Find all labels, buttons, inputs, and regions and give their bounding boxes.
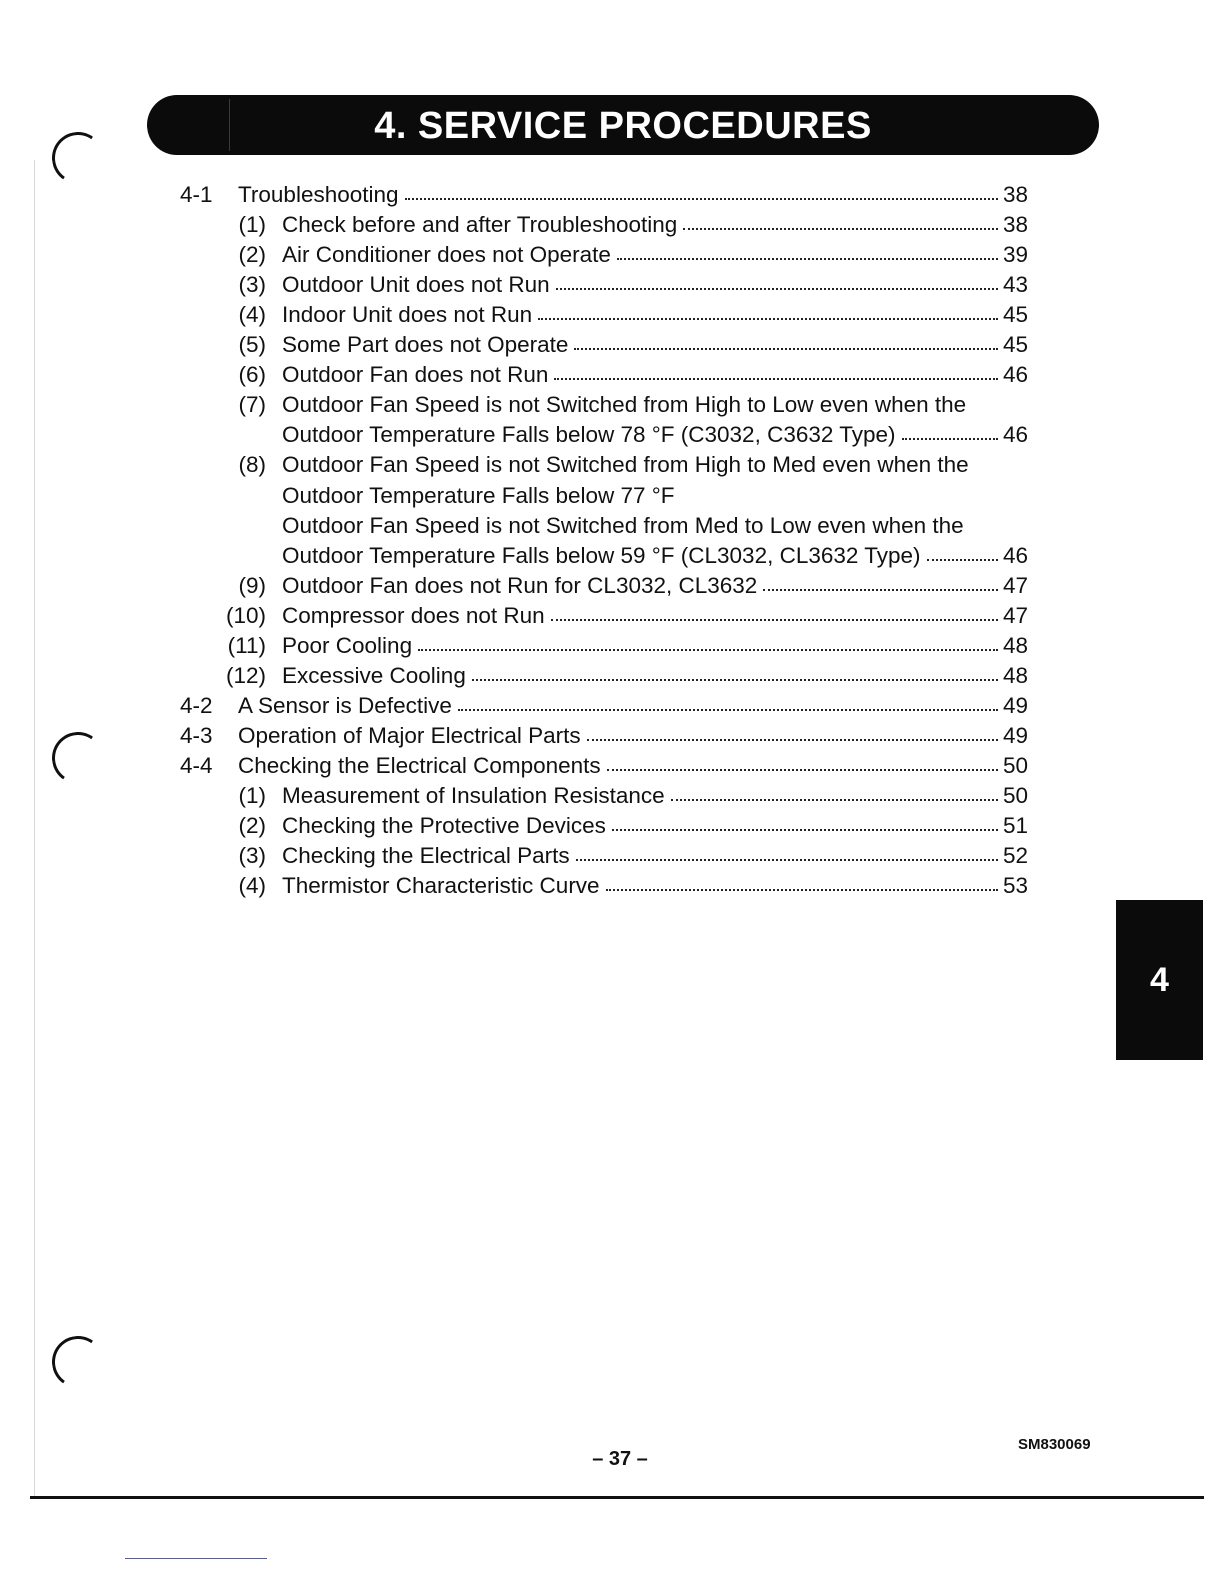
toc-leader-dots: [587, 739, 998, 741]
toc-page-number: 48: [1002, 632, 1028, 658]
toc-section-4-1: [238, 180, 1028, 210]
footer-rule: [30, 1496, 1204, 1499]
toc-item-number: (1): [238, 783, 266, 808]
toc-entry-label: Outdoor Fan Speed is not Switched from High to Low even when the: [282, 392, 967, 418]
toc-item-number: (2): [238, 242, 266, 268]
toc-entry-label: Troubleshooting: [238, 182, 399, 207]
toc-entry-label: Outdoor Fan does not Run: [282, 362, 549, 388]
toc-item-number: (3): [238, 272, 266, 298]
toc-leader-dots: [551, 619, 998, 621]
toc-section-number: 4-4: [180, 752, 213, 778]
toc-page-number: 50: [1002, 783, 1028, 808]
toc-leader-dots: [405, 198, 998, 200]
toc-item-number: (10): [225, 602, 266, 628]
toc-entry-label: Outdoor Fan Speed is not Switched from Med to Low even when the: [282, 512, 964, 538]
toc-item: [282, 360, 1028, 390]
toc-item-number: (8): [238, 452, 266, 478]
toc-item: [282, 841, 1028, 871]
toc-page-number: 52: [1002, 843, 1028, 869]
toc-page-number: 45: [1002, 332, 1028, 358]
toc-leader-dots: [418, 649, 998, 651]
toc-item-number: (3): [238, 843, 266, 869]
toc-item-number: (9): [238, 572, 266, 598]
toc-section-4-3: [238, 721, 1028, 751]
toc-leader-dots: [902, 438, 999, 440]
toc-page-number: 45: [1002, 302, 1028, 328]
toc-section-number: 4-2: [180, 692, 213, 718]
toc-item-line: [282, 481, 1028, 511]
toc-item-line: [282, 541, 1028, 571]
toc-item-line: [282, 511, 1028, 541]
toc-item-number: (1): [238, 212, 266, 238]
toc-item: [282, 571, 1028, 601]
page-title: 4. SERVICE PROCEDURES: [374, 105, 872, 147]
binder-hole-middle: [48, 728, 108, 788]
toc-leader-dots: [607, 769, 998, 771]
toc-item: [282, 240, 1028, 270]
toc-entry-label: Compressor does not Run: [282, 602, 545, 628]
toc-page-number: 43: [1002, 272, 1028, 298]
toc-section-number: 4-3: [180, 722, 213, 748]
toc-leader-dots: [556, 288, 998, 290]
toc-item-number: (4): [238, 873, 266, 899]
toc-leader-dots: [612, 829, 998, 831]
toc-item: [282, 871, 1028, 901]
toc-entry-label: Checking the Protective Devices: [282, 813, 606, 839]
toc-item: [282, 210, 1028, 240]
toc-item: [282, 661, 1028, 691]
toc-entry-label: Check before and after Troubleshooting: [282, 212, 678, 238]
toc-page-number: 47: [1002, 572, 1028, 598]
toc-leader-dots: [606, 889, 998, 891]
toc-entry-label: Outdoor Temperature Falls below 78 °F (C3032, C3632 Type): [282, 422, 896, 448]
toc-leader-dots: [927, 559, 998, 561]
toc-item-number: (7): [238, 392, 266, 418]
binder-hole-top: [48, 128, 108, 188]
toc-item-number: (12): [225, 662, 266, 688]
toc-page-number: 49: [1002, 722, 1028, 748]
document-code: SM830069: [1018, 1436, 1091, 1453]
toc-item: [282, 781, 1028, 811]
toc-page-number: 46: [1002, 362, 1028, 388]
toc-entry-label: Checking the Electrical Components: [238, 752, 601, 778]
toc-item-number: (2): [238, 813, 266, 839]
toc-entry-label: Outdoor Fan Speed is not Switched from High to Med even when the: [282, 452, 969, 478]
toc-leader-dots: [763, 589, 998, 591]
chapter-tab: 4: [1116, 900, 1203, 1060]
toc-entry-label: Operation of Major Electrical Parts: [238, 722, 581, 748]
toc-entry-label: Outdoor Unit does not Run: [282, 272, 550, 298]
toc-item-number: (5): [238, 332, 266, 358]
toc-entry-label: Outdoor Fan does not Run for CL3032, CL3632: [282, 572, 758, 598]
toc-entry-label: Outdoor Temperature Falls below 77 °F: [282, 482, 675, 508]
toc-item: [282, 601, 1028, 631]
toc-section-4-4: [238, 751, 1028, 781]
toc-page-number: 38: [1002, 212, 1028, 238]
toc-item: [282, 330, 1028, 360]
toc-page-number: 51: [1002, 813, 1028, 839]
toc-item-line: [282, 450, 1028, 480]
toc-item-number: (6): [238, 362, 266, 388]
toc-entry-label: Indoor Unit does not Run: [282, 302, 533, 328]
toc-leader-dots: [538, 318, 998, 320]
toc-leader-dots: [617, 258, 998, 260]
toc-leader-dots: [683, 228, 998, 230]
toc-page-number: 53: [1002, 873, 1028, 899]
toc-leader-dots: [671, 799, 998, 801]
toc-entry-label: Some Part does not Operate: [282, 332, 569, 358]
toc-item: [282, 631, 1028, 661]
toc-leader-dots: [554, 378, 998, 380]
toc-page-number: 46: [1002, 422, 1028, 448]
toc-item: [282, 300, 1028, 330]
toc-leader-dots: [576, 859, 998, 861]
toc-section-number: 4-1: [180, 182, 213, 207]
toc-leader-dots: [472, 679, 998, 681]
toc-page-number: 50: [1002, 752, 1028, 778]
toc-entry-label: Measurement of Insulation Resistance: [282, 783, 665, 808]
toc-entry-label: Excessive Cooling: [282, 662, 466, 688]
toc-page-number: 47: [1002, 602, 1028, 628]
toc-item-number: (11): [227, 632, 266, 658]
toc-item: [282, 270, 1028, 300]
page-edge-line: [34, 160, 35, 1496]
toc-entry-label: A Sensor is Defective: [238, 692, 452, 718]
toc-item-line: [282, 390, 1028, 420]
toc-page-number: 49: [1002, 692, 1028, 718]
toc-entry-label: Poor Cooling: [282, 632, 413, 658]
toc-item-line: [282, 420, 1028, 450]
margin-stub-line: [125, 1558, 267, 1559]
toc-page-number: 48: [1002, 662, 1028, 688]
toc-page-number: 46: [1002, 542, 1028, 568]
toc-entry-label: Thermistor Characteristic Curve: [282, 873, 600, 899]
toc-section-4-2: [238, 691, 1028, 721]
toc-item-number: (4): [238, 302, 266, 328]
toc-page-number: 38: [1002, 182, 1028, 207]
toc-entry-label: Outdoor Temperature Falls below 59 °F (CL3032, CL3632 Type): [282, 542, 921, 568]
toc-page-number: 39: [1002, 242, 1028, 268]
toc-leader-dots: [574, 348, 998, 350]
toc-leader-dots: [458, 709, 998, 711]
toc-entry-label: Checking the Electrical Parts: [282, 843, 570, 869]
binder-hole-bottom: [48, 1332, 108, 1392]
toc-entry-label: Air Conditioner does not Operate: [282, 242, 611, 268]
toc-item: [282, 811, 1028, 841]
section-banner: [147, 95, 1099, 155]
page-number: – 37 –: [592, 1448, 648, 1470]
